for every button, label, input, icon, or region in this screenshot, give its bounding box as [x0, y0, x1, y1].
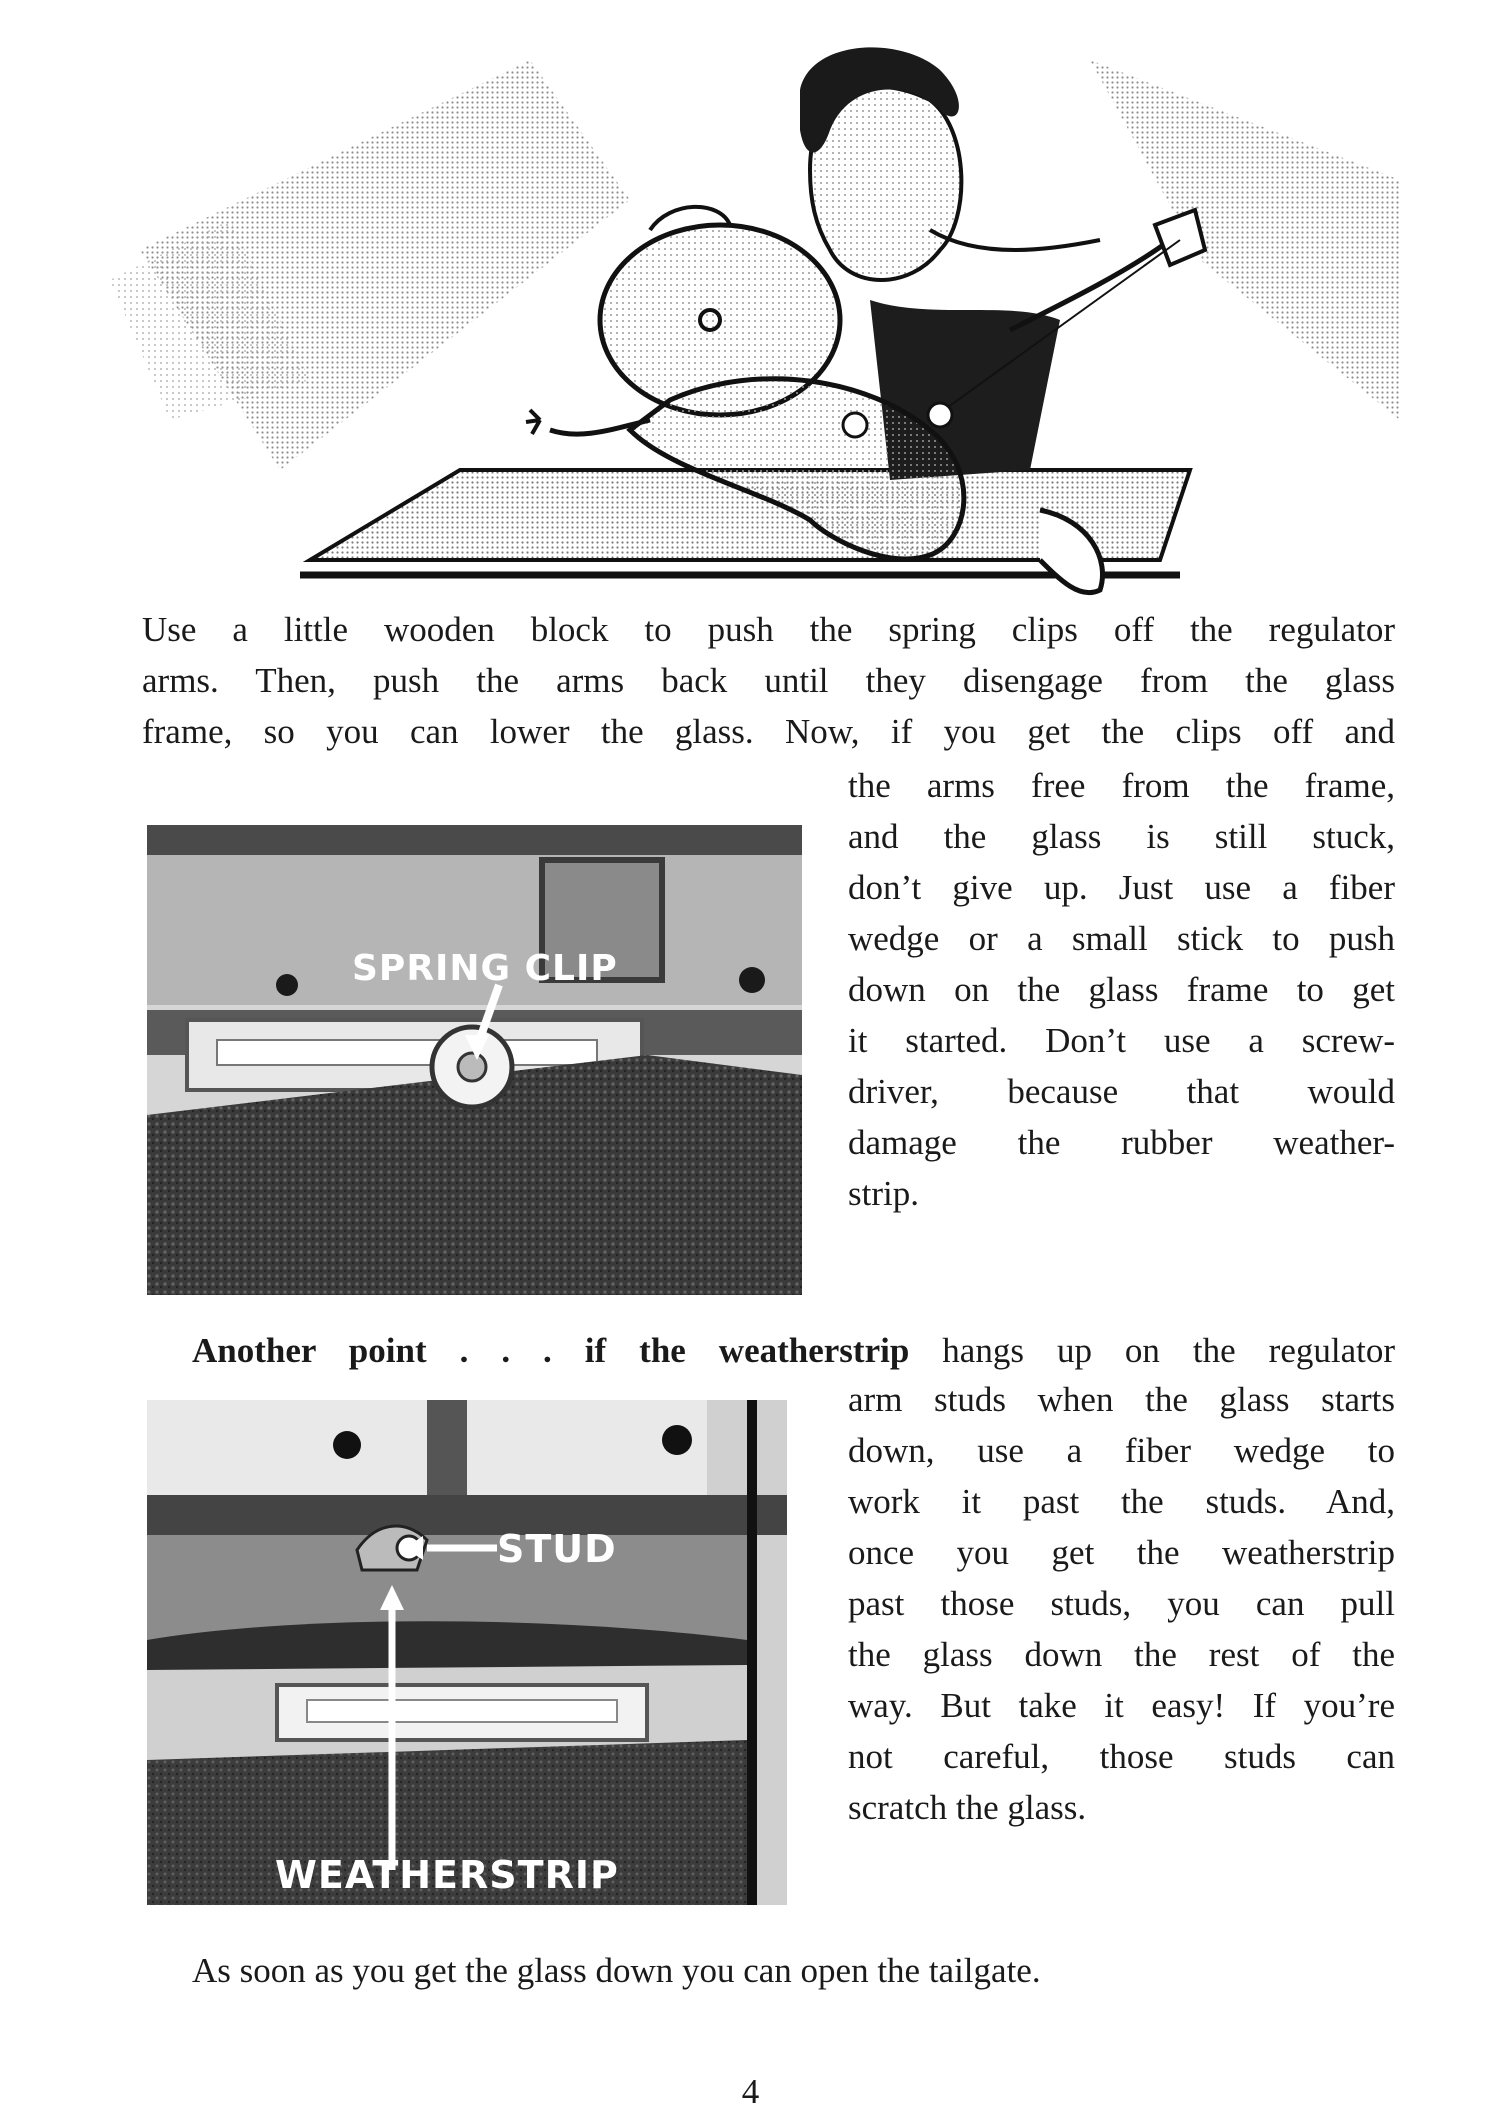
weatherstrip-label: WEATHERSTRIP [275, 1853, 619, 1897]
paragraph-3-lead [192, 1325, 1395, 1376]
paragraph-5: As soon as you get the glass down you can open the tailgate. [192, 1951, 1041, 1990]
paragraph-1 [142, 604, 1395, 757]
paragraph-4 [848, 1374, 1395, 1833]
text-line: scratch the glass. [848, 1788, 1087, 1827]
text-line: don’t give up. Just use a fiber [848, 868, 1395, 907]
text-line: once you get the weatherstrip [848, 1533, 1395, 1572]
text-line: past those studs, you can pull [848, 1584, 1395, 1623]
text-line: down on the glass frame to get [848, 970, 1395, 1009]
spring-clip-label: SPRING CLIP [352, 948, 618, 989]
text-line: arms. Then, push the arms back until they disengage from the glass [142, 661, 1395, 700]
spring-clip-photo [147, 785, 802, 1295]
stud-label: STUD [497, 1527, 617, 1571]
text-line: damage the rubber weather- [848, 1123, 1395, 1162]
lead-rest-text: hangs up on the regulator [909, 1331, 1395, 1370]
text-line: Use a little wooden block to push the spring clips off the regulator [142, 610, 1395, 649]
text-line: and the glass is still stuck, [848, 817, 1395, 856]
text-line: driver, because that would [848, 1072, 1395, 1111]
text-line: the glass down the rest of the [848, 1635, 1395, 1674]
text-line: way. But take it easy! If you’re [848, 1686, 1395, 1725]
bold-lead-text: Another point . . . if the weatherstrip [192, 1331, 910, 1370]
text-line [192, 1325, 1395, 1376]
cartoon-illustration [110, 0, 1410, 610]
weatherstrip-stud-photo [147, 1400, 802, 1905]
page-number: 4 [741, 2072, 760, 2111]
text-line: frame, so you can lower the glass. Now, if you get the clips off and [142, 712, 1395, 751]
text-line: arm studs when the glass starts [848, 1380, 1395, 1419]
text-line: strip. [848, 1174, 919, 1213]
paragraph-2 [848, 760, 1395, 1219]
text-line: down, use a fiber wedge to [848, 1431, 1395, 1470]
text-line: the arms free from the frame, [848, 766, 1395, 805]
text-line: not careful, those studs can [848, 1737, 1395, 1776]
text-line: wedge or a small stick to push [848, 919, 1395, 958]
text-line: work it past the studs. And, [848, 1482, 1395, 1521]
text-line: it started. Don’t use a screw- [848, 1021, 1395, 1060]
